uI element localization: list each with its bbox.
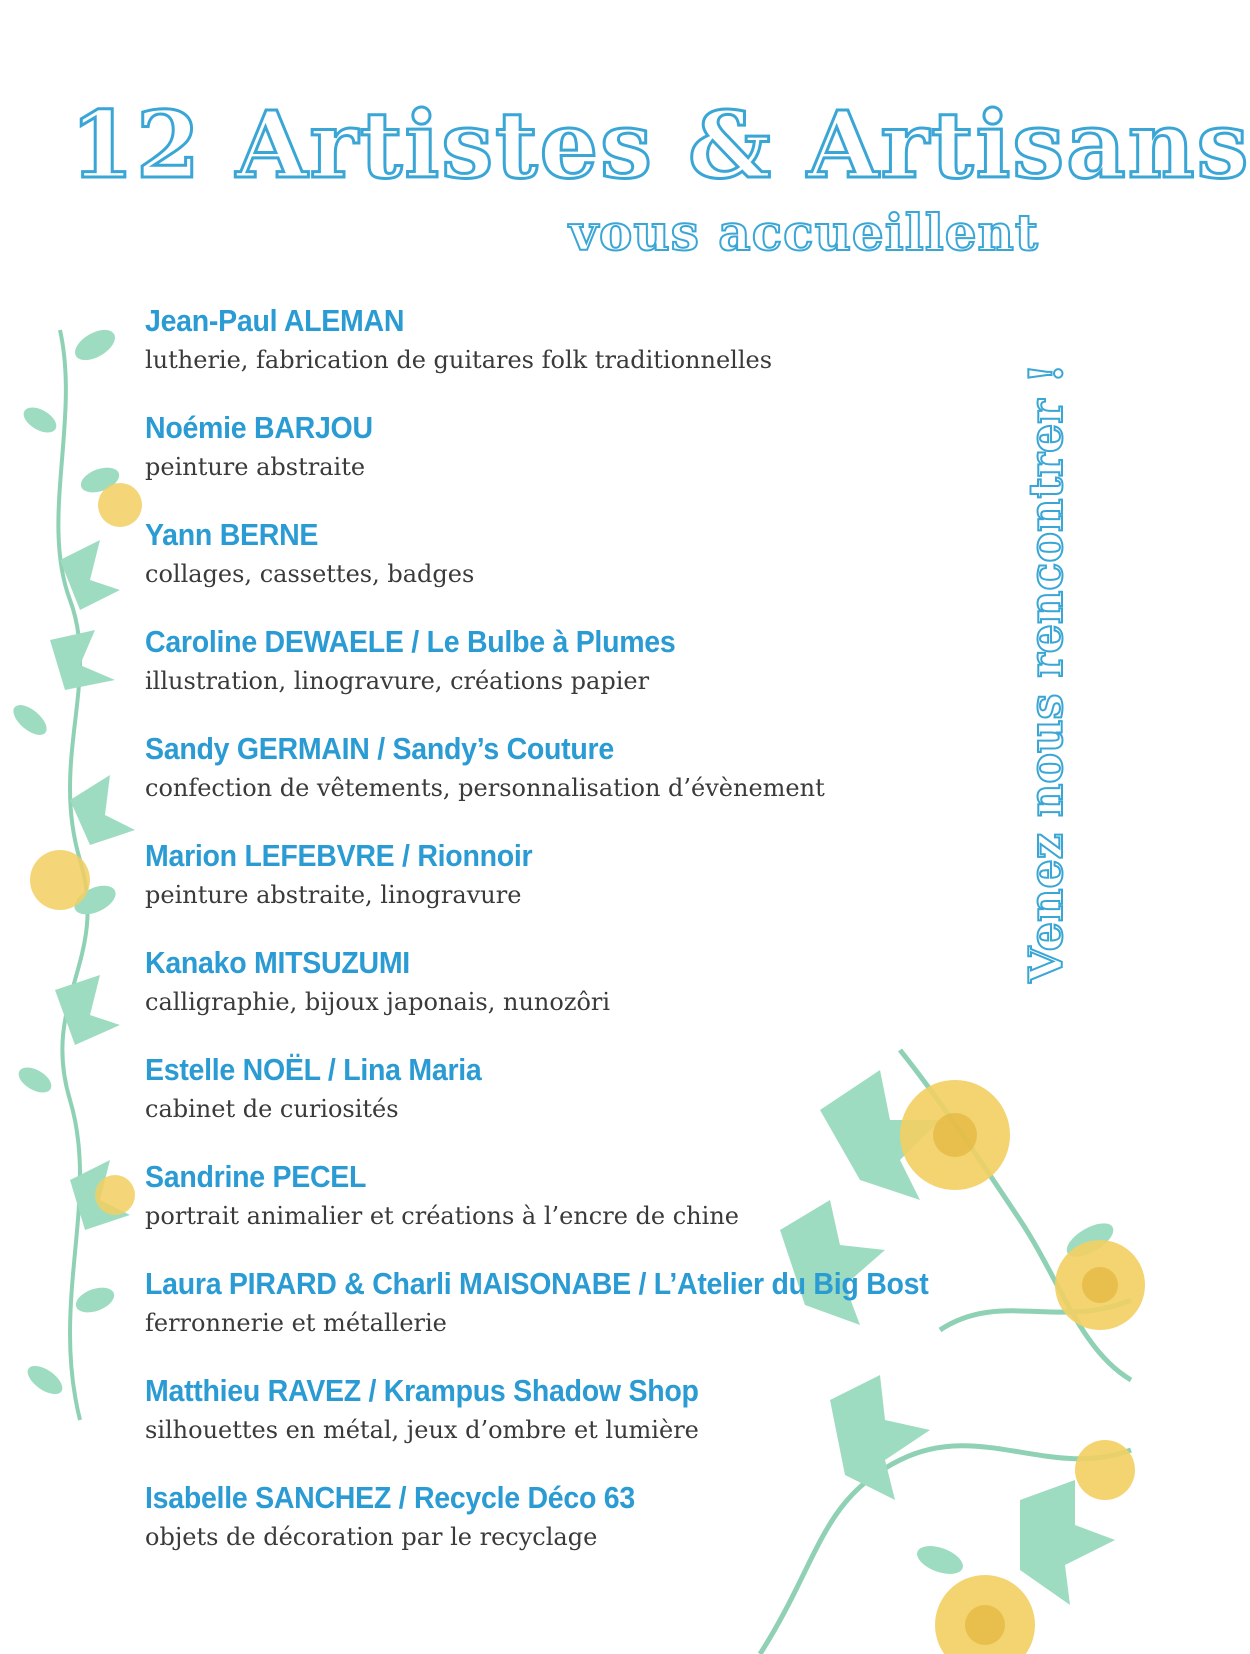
artisan-craft: illustration, linogravure, créations papier (145, 667, 650, 695)
list-item (145, 516, 1005, 623)
list-item (145, 730, 1005, 837)
artisan-list (145, 302, 1005, 1586)
list-item (145, 837, 1005, 944)
artisan-name: Sandrine PECEL (145, 1159, 367, 1194)
artisan-name: Jean-Paul ALEMAN (145, 303, 405, 338)
artisan-craft: silhouettes en métal, jeux d’ombre et lumière (145, 1416, 699, 1444)
page-subtitle: vous accueillent (568, 203, 1039, 262)
list-item (145, 1265, 1005, 1372)
list-item (145, 1051, 1005, 1158)
list-item (145, 623, 1005, 730)
artisan-name: Caroline DEWAELE / Le Bulbe à Plumes (145, 624, 676, 659)
list-item (145, 1158, 1005, 1265)
artisan-craft: cabinet de curiosités (145, 1095, 399, 1123)
page-title: 12 Artistes & Artisans (70, 91, 1250, 199)
artisan-craft: confection de vêtements, personnalisation d’évènement (145, 774, 825, 802)
artisan-name: Laura PIRARD & Charli MAISONABE / L’Atelier du Big Bost (145, 1266, 929, 1301)
list-item (145, 302, 1005, 409)
artisan-craft: collages, cassettes, badges (145, 560, 475, 588)
list-item (145, 409, 1005, 516)
artisan-name: Matthieu RAVEZ / Krampus Shadow Shop (145, 1373, 699, 1408)
artisan-name: Isabelle SANCHEZ / Recycle Déco 63 (145, 1480, 635, 1515)
artisan-name: Noémie BARJOU (145, 410, 373, 445)
artisan-craft: objets de décoration par le recyclage (145, 1523, 598, 1551)
list-item (145, 1372, 1005, 1479)
artisan-name: Estelle NOËL / Lina Maria (145, 1052, 482, 1087)
artisan-craft: ferronnerie et métallerie (145, 1309, 447, 1337)
artisan-name: Kanako MITSUZUMI (145, 945, 410, 980)
artisan-craft: lutherie, fabrication de guitares folk traditionnelles (145, 346, 773, 374)
artisan-name: Yann BERNE (145, 517, 319, 552)
artisan-craft: peinture abstraite (145, 453, 366, 481)
artisan-craft: portrait animalier et créations à l’encre de chine (145, 1202, 739, 1230)
artisan-name: Sandy GERMAIN / Sandy’s Couture (145, 731, 614, 766)
list-item (145, 1479, 1005, 1586)
list-item (145, 944, 1005, 1051)
artisan-craft: peinture abstraite, linogravure (145, 881, 522, 909)
side-banner-text: Venez nous rencontrer ! (1019, 363, 1073, 983)
artisan-craft: calligraphie, bijoux japonais, nunozôri (145, 988, 611, 1016)
side-banner (1016, 313, 1076, 1033)
artisan-name: Marion LEFEBVRE / Rionnoir (145, 838, 533, 873)
